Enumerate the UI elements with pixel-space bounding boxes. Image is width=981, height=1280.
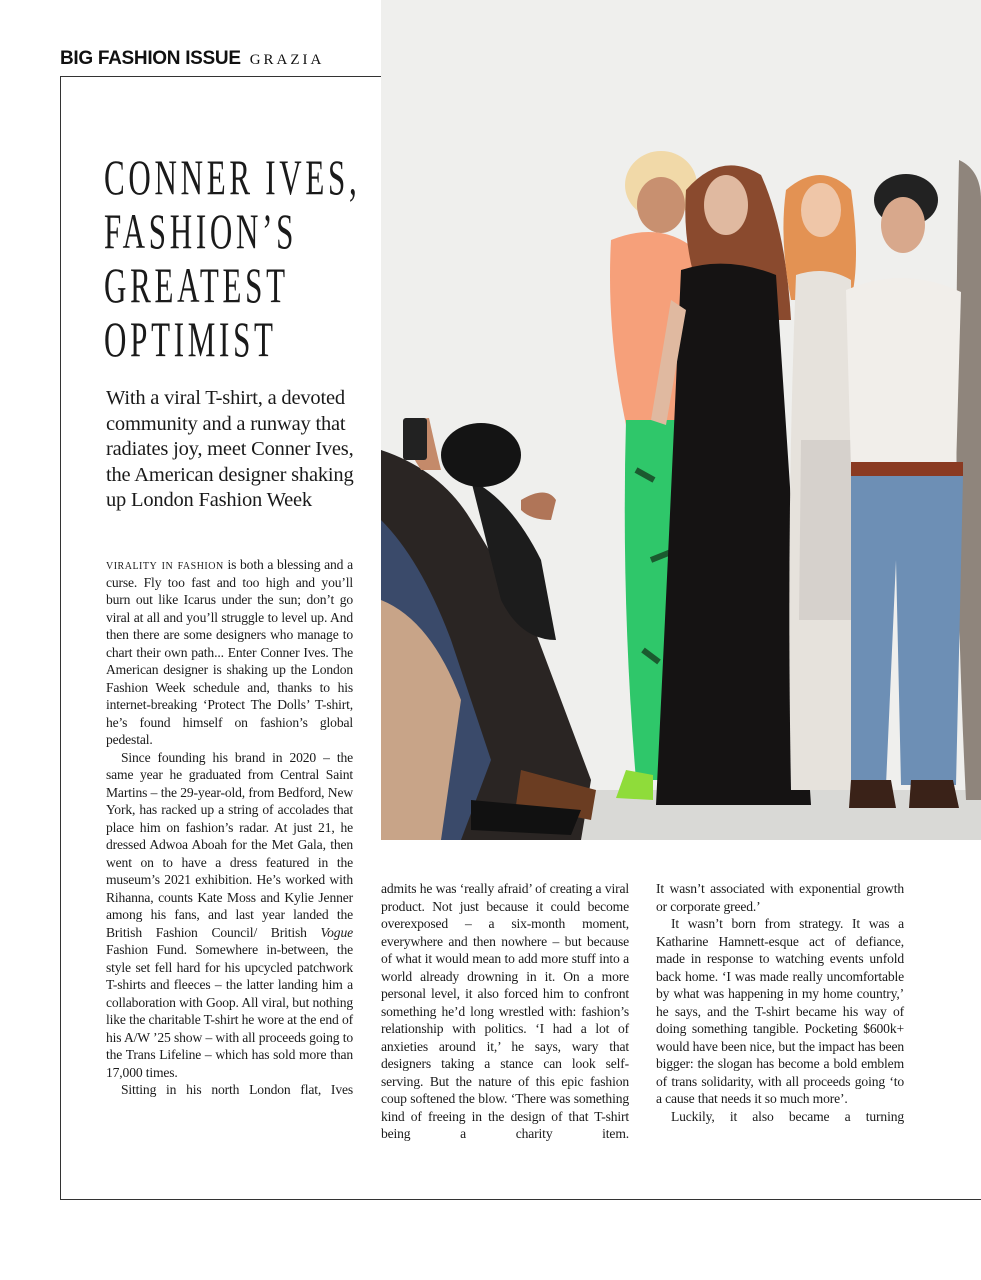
standfirst: With a viral T-shirt, a devoted community and a runway that radiates joy, meet Conner Ives, the American designer shaking up London Fashion Week <box>106 387 354 511</box>
body-paragraph <box>106 556 353 749</box>
body-paragraph: It wasn’t born from strategy. It was a Katharine Hamnett-esque act of defiance, made in response to watching events unfold back home. ‘I was made really uncomfortable by what was happening in my home country,’ he says, and the T-shirt became his way of doing something tangible. Pocketing $600k+ would have been nice, but the impact has been bigger: the slogan has become a bold emblem of trans solidarity, with all proceeds going ‘to a cause that needs it so much more’. <box>656 916 904 1106</box>
magazine-brand: GRAZIA <box>249 52 325 68</box>
vogue-italic: Vogue <box>320 924 353 940</box>
top-rule <box>60 76 381 77</box>
title-line: OPTIMIST <box>104 311 277 367</box>
section-header <box>60 48 324 70</box>
left-rule <box>60 76 61 1200</box>
body-column-2 <box>381 880 629 1143</box>
title-line: FASHION’S <box>104 203 298 259</box>
body-paragraph <box>106 749 353 1082</box>
lead-in: virality in fashion <box>106 557 224 572</box>
model-white-dress <box>783 175 856 790</box>
body-text: Fashion Fund. Somewhere in-between, the style set fell hard for his upcycled patchwork T-shirts and fleeces – the latter landing him a collaboration with Goop. All viral, but nothing like the charitable T-shirt he wore at the end of his A/W ’25 show – with all proceeds going to the Trans Lifeline – which has sold more than 17,000 times. <box>106 942 353 1080</box>
title-line: CONNER IVES, <box>104 149 361 205</box>
section-label: BIG FASHION ISSUE <box>60 48 241 69</box>
article-title <box>104 150 377 366</box>
body-paragraph: Luckily, it also became a turning <box>671 1108 904 1124</box>
runway-photo <box>381 0 981 840</box>
bottom-rule <box>60 1199 981 1200</box>
body-paragraph: It wasn’t associated with exponential growth or corporate greed.’ <box>656 881 904 914</box>
body-text: Since founding his brand in 2020 – the same year he graduated from Central Saint Martins – the 29-year-old, from Bedford, New York, has racked up a string of accolades that place him on fashion’s radar. At just 21, he dressed Adwoa Aboah for the Met Gala, then went on to have a dress featured in the museum’s 2021 exhibition. He’s worked with Rihanna, counts Kate Moss and Kylie Jenner among his fans, and last year landed the British Fashion Council/ British <box>106 749 353 940</box>
body-paragraph: admits he was ‘really afraid’ of creating a viral product. Not just because it could become overexposed – a six-month moment, everywhere and then nowhere – but because of what it would mean to add more stuff into a world already drowning in it. On a more personal level, it also forced him to confront something he’d long wrestled with: fashion’s relationship with politics. ‘I had a lot of anxieties around it,’ he says, wary that designers taking a stance can look self-serving. But the nature of this epic fashion coup softened the blow. ‘There was something kind of freeing in the design of that T-shirt being a charity item. <box>381 881 629 1141</box>
title-line: GREATEST <box>104 257 289 313</box>
body-text: is both a blessing and a curse. Fly too fast and too high and you’ll burn out like Icarus under the sun; don’t go viral at all and you’ll struggle to level up. And then there are some designers who manage to chart their own path... Enter Conner Ives. The American designer is shaking up the London Fashion Week schedule and, thanks to his internet-breaking ‘Protect The Dolls’ T-shirt, he’s found himself on fashion’s global pedestal. <box>106 557 353 747</box>
body-paragraph: Sitting in his north London flat, Ives <box>121 1082 353 1097</box>
body-column-1 <box>106 556 353 1099</box>
body-column-3 <box>656 880 904 1125</box>
